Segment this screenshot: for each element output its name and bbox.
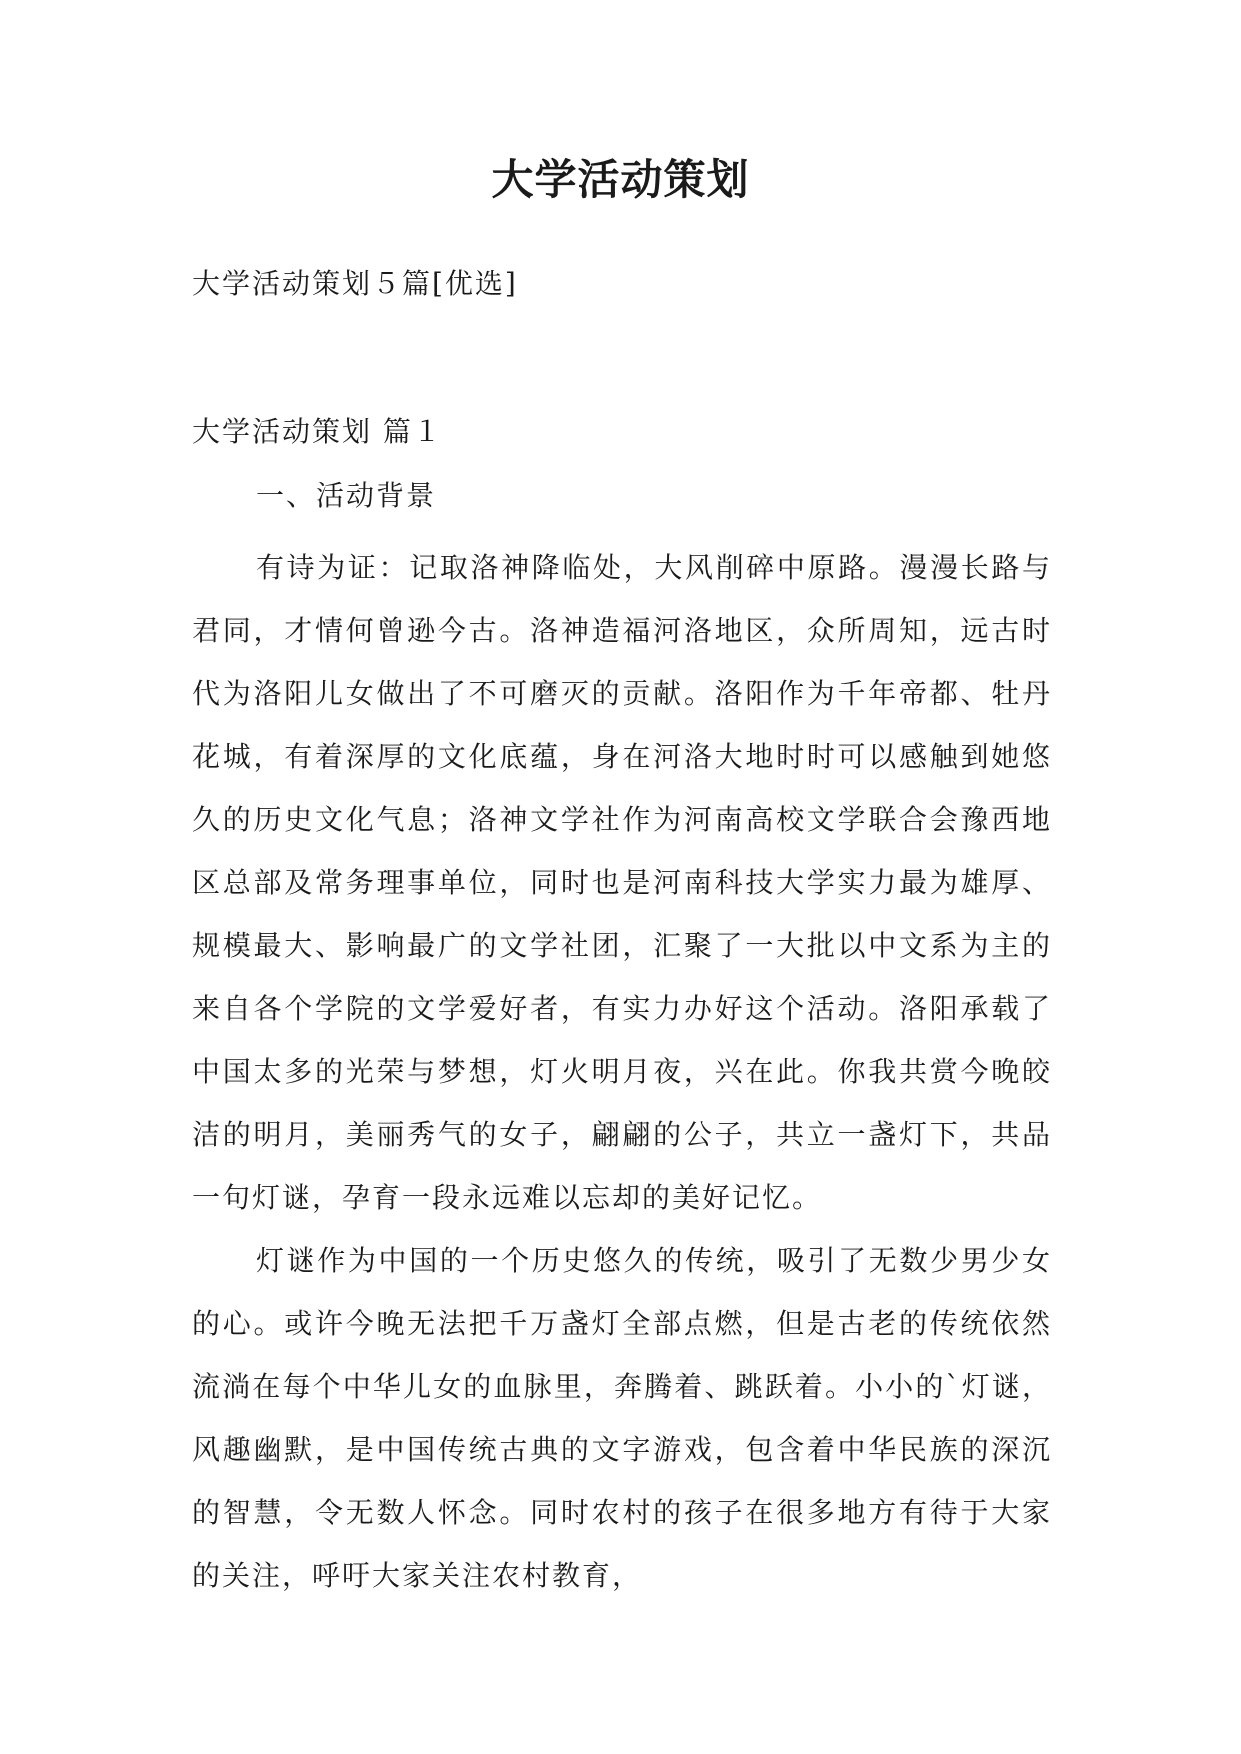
- subheading-background: 一、活动背景: [256, 479, 437, 512]
- section-heading: 大学活动策划 篇１: [192, 415, 443, 448]
- document-subtitle: 大学活动策划５篇[优选]: [192, 267, 518, 300]
- paragraph: 灯谜作为中国的一个历史悠久的传统，吸引了无数少男少女的心。或许今晚无法把千万盏灯全部点燃，但是古老的传统依然流淌在每个中华儿女的血脉里，奔腾着、跳跃着。小小的`灯谜，风趣幽默，是中国传统古典的文字游戏，包含着中华民族的深沉的智慧，令无数人怀念。同时农村的孩子在很多地方有待于大家的关注，呼吁大家关注农村教育，: [192, 1244, 1052, 1592]
- paragraph: 有诗为证：记取洛神降临处，大风削碎中原路。漫漫长路与君同，才情何曾逊今古。洛神造福河洛地区，众所周知，远古时代为洛阳儿女做出了不可磨灭的贡献。洛阳作为千年帝都、牡丹花城，有着深厚的文化底蕴，身在河洛大地时时可以感触到她悠久的历史文化气息；洛神文学社作为河南高校文学联合会豫西地区总部及常务理事单位，同时也是河南科技大学实力最为雄厚、规模最大、影响最广的文学社团，汇聚了一大批以中文系为主的来自各个学院的文学爱好者，有实力办好这个活动。洛阳承载了中国太多的光荣与梦想，灯火明月夜，兴在此。你我共赏今晚皎洁的明月，美丽秀气的女子，翩翩的公子，共立一盏灯下，共品一句灯谜，孕育一段永远难以忘却的美好记忆。: [192, 551, 1052, 1214]
- document-body: [192, 476, 1052, 1607]
- document-title: 大学活动策划: [491, 155, 750, 204]
